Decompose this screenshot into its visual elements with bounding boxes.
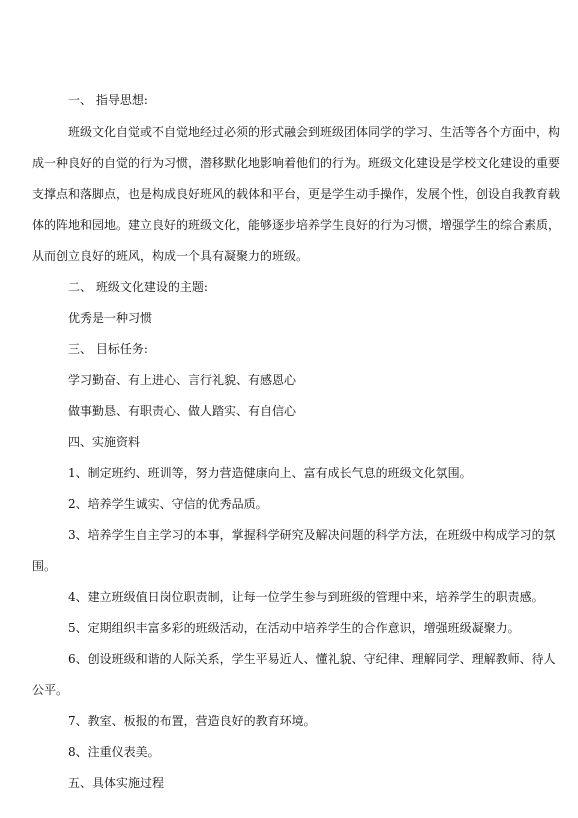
list-item: 7、教室、板报的布置，营造良好的教育环境。 <box>68 714 316 728</box>
theme-text: 优秀是一种习惯 <box>68 311 153 325</box>
list-item: 1、制定班约、班训等，努力营造健康向上、富有成长气息的班级文化氛围。 <box>68 466 472 480</box>
paragraph-line: 从而创立良好的班风，构成一个具有凝聚力的班级。 <box>32 249 309 263</box>
paragraph-line: 体的阵地和园地。建立良好的班级文化，能够逐步培养学生良好的行为习惯，增强学生的综合素质， <box>32 218 561 232</box>
list-item: 8、注重仪表美。 <box>68 745 160 759</box>
section-heading-implementation: 四、实施资料 <box>68 435 141 449</box>
list-item-continued: 公平。 <box>32 683 69 697</box>
goal-line: 做事勤恳、有职责心、做人踏实、有自信心 <box>68 404 297 418</box>
list-item: 6、创设班级和谐的人际关系，学生平易近人、懂礼貌、守纪律、理解同学、理解教师、待人 <box>68 652 556 666</box>
paragraph-line: 成一种良好的自觉的行为习惯，潜移默化地影响着他们的行为。班级文化建设是学校文化建设的重要 <box>32 156 561 170</box>
section-heading-guiding-thought: 一、 指导思想: <box>68 93 148 107</box>
paragraph-line: 班级文化自觉或不自觉地经过必须的形式融会到班级团体同学的学习、生活等各个方面中，构 <box>68 125 561 139</box>
section-heading-goals: 三、 目标任务: <box>68 342 148 356</box>
list-item: 4、建立班级值日岗位职责制，让每一位学生参与到班级的管理中来，培养学生的职责感。 <box>68 590 544 604</box>
paragraph-line: 支撑点和落脚点，也是构成良好班风的载体和平台，更是学生动手操作，发展个性，创设自我教育载 <box>32 187 561 201</box>
section-heading-theme: 二、 班级文化建设的主题: <box>68 280 208 294</box>
list-item: 2、培养学生诚实、守信的优秀品质。 <box>68 497 268 511</box>
list-item: 3、培养学生自主学习的本事，掌握科学研究及解决问题的科学方法，在班级中构成学习的氛 <box>68 528 556 542</box>
goal-line: 学习勤奋、有上进心、言行礼貌、有感恩心 <box>68 373 297 387</box>
list-item: 5、定期组织丰富多彩的班级活动，在活动中培养学生的合作意识，增强班级凝聚力。 <box>68 621 520 635</box>
list-item-continued: 围。 <box>32 559 57 573</box>
section-heading-process: 五、具体实施过程 <box>68 776 165 790</box>
